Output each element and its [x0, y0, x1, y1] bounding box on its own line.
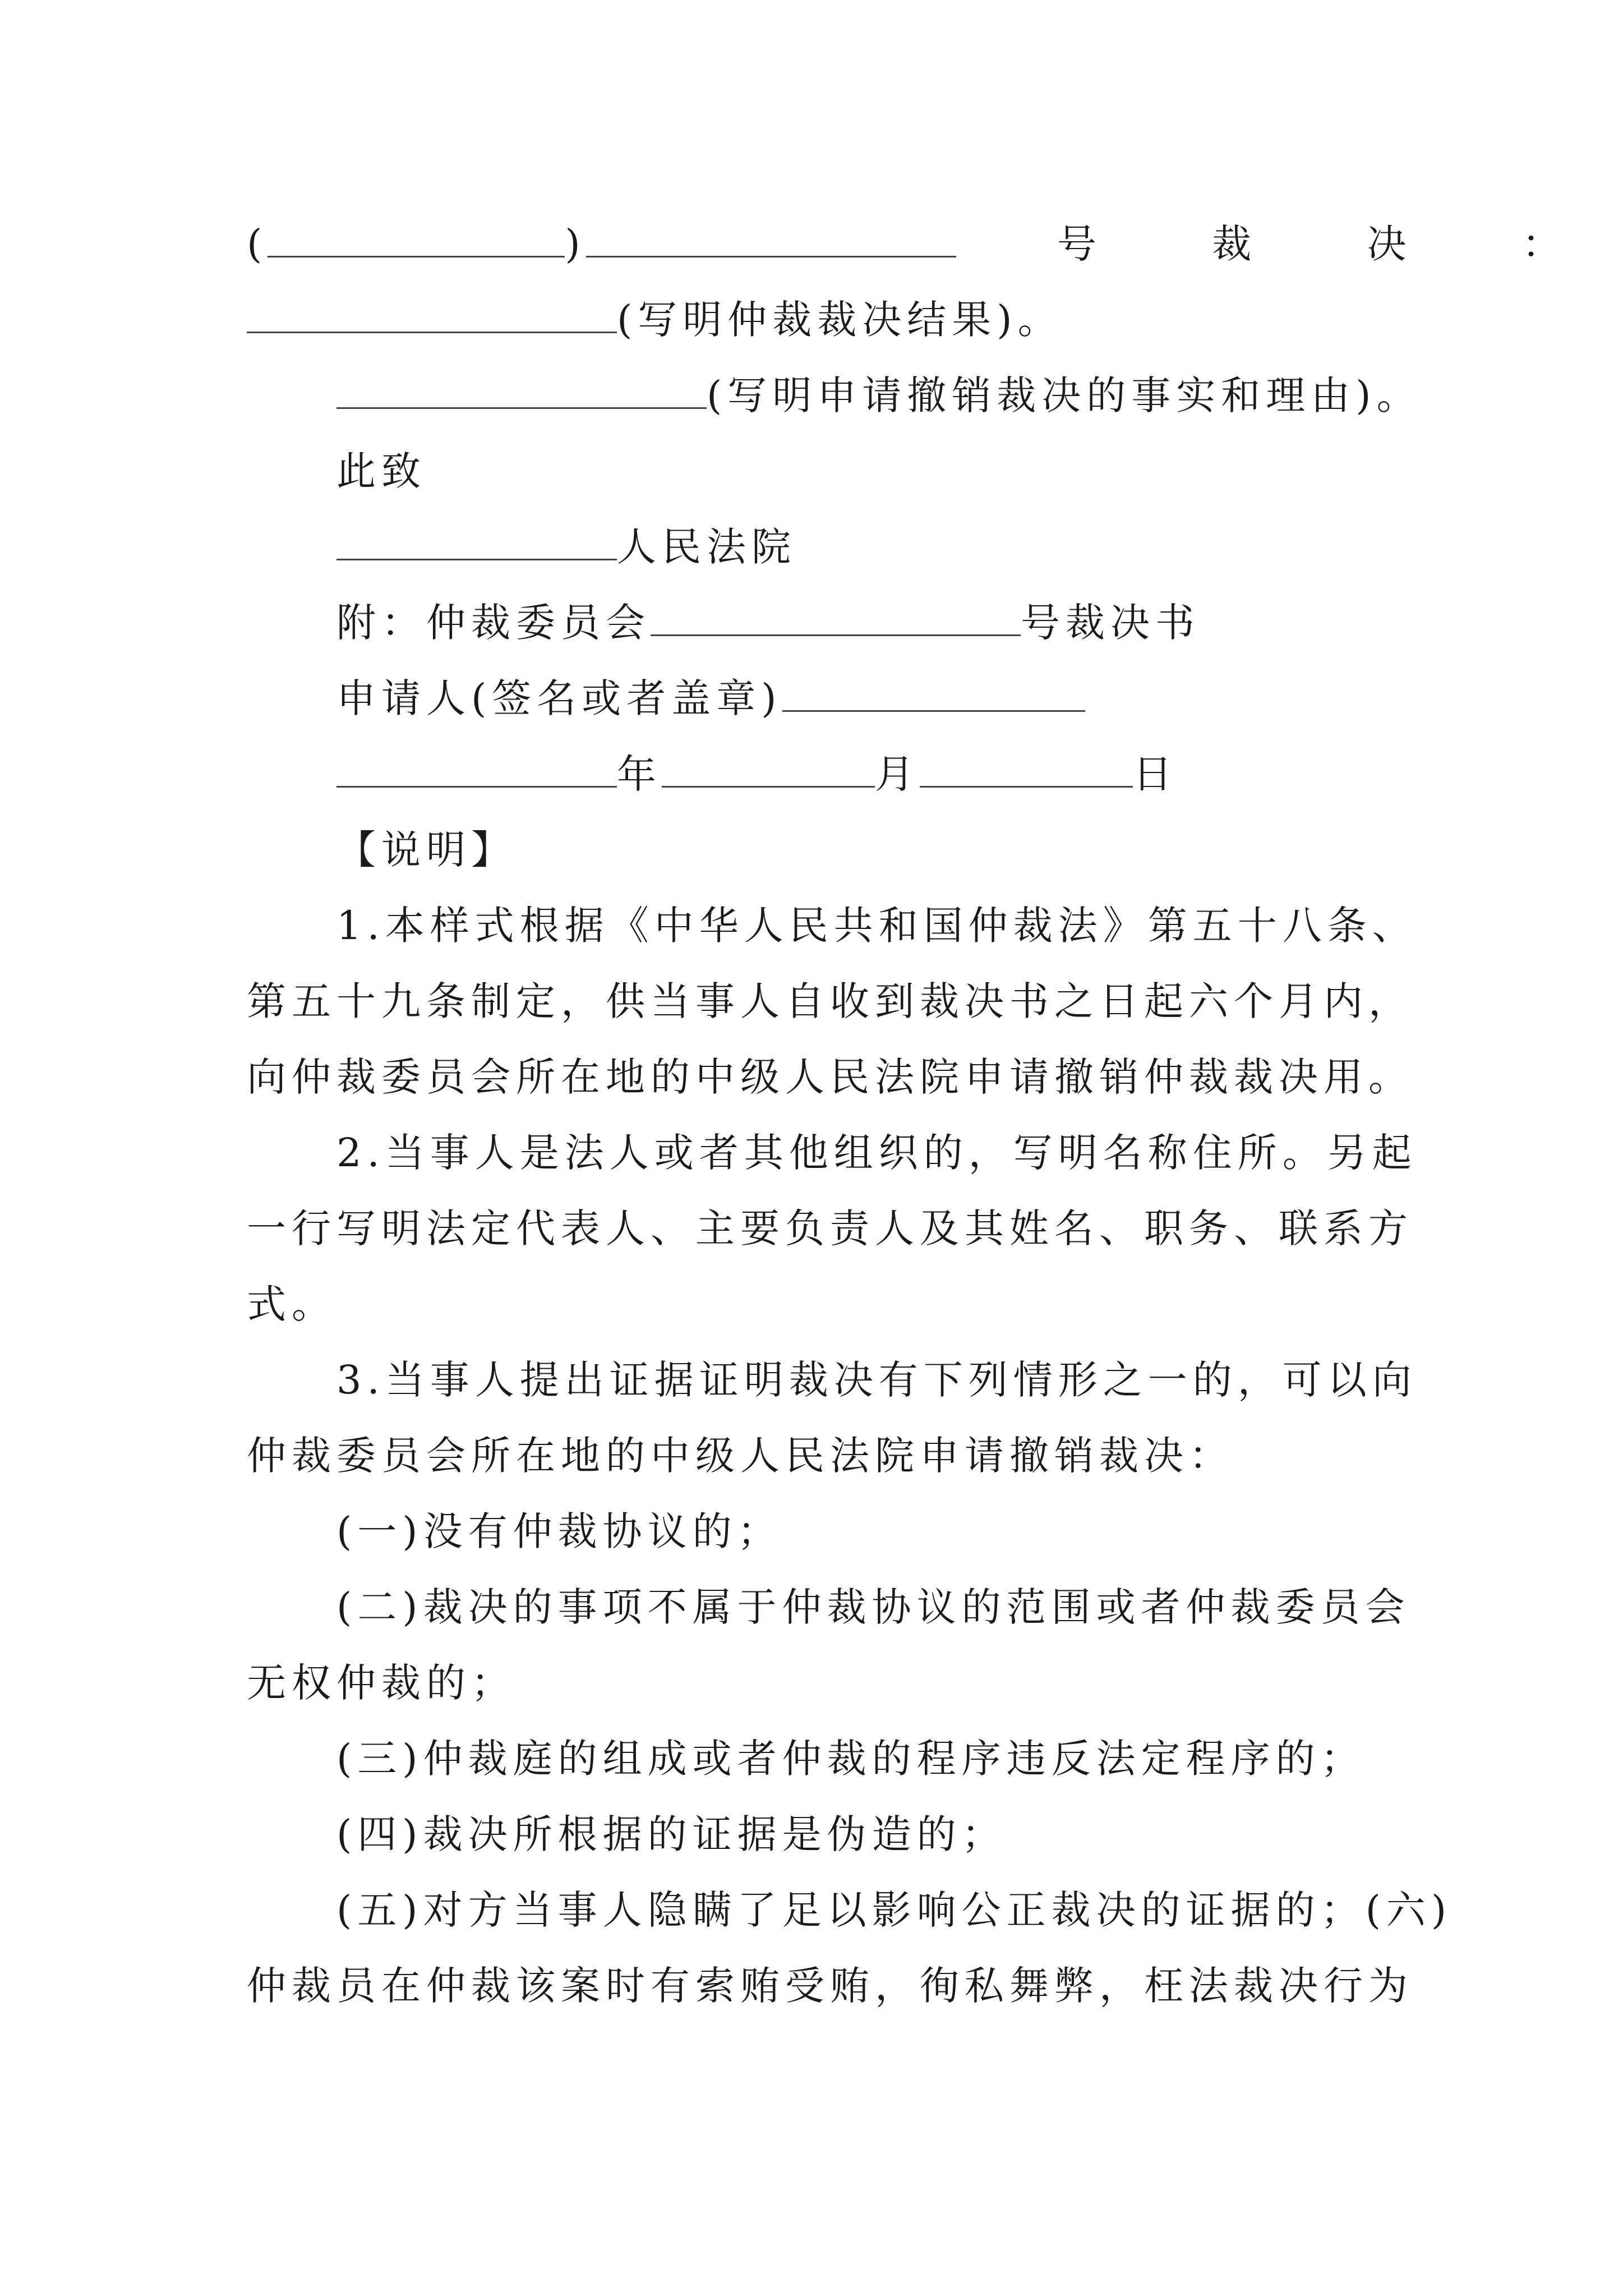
- notes-line: 一行写明法定代表人、主要负责人及其姓名、职务、联系方: [247, 1205, 1413, 1251]
- salutation: 此致: [336, 448, 426, 494]
- notes-line: (四)裁决所根据的证据是伪造的；: [336, 1811, 1007, 1857]
- notes-line: 2.当事人是法人或者其他组织的，写明名称住所。另起: [336, 1130, 1417, 1176]
- year-label: 年: [617, 751, 662, 797]
- applicant-line: [336, 670, 1085, 726]
- year-blank[interactable]: [336, 747, 617, 788]
- month-blank[interactable]: [662, 747, 875, 788]
- open-paren: (: [247, 221, 268, 267]
- year-blank[interactable]: [268, 217, 565, 257]
- applicant-signature-blank[interactable]: [782, 671, 1085, 712]
- notes-line: 无权仲裁的；: [247, 1660, 516, 1706]
- ruling-suffix: 号 裁 决 ：: [1057, 221, 1613, 267]
- notes-line: 仲裁委员会所在地的中级人民法院申请撤销裁决：: [247, 1433, 1234, 1479]
- notes-line: 向仲裁委员会所在地的中级人民法院申请撤销仲裁裁决用。: [247, 1054, 1413, 1100]
- notes-line: (二)裁决的事项不属于仲裁协议的范围或者仲裁委员会: [336, 1584, 1410, 1630]
- notes-line: (五)对方当事人隐瞒了足以影响公正裁决的证据的；(六): [336, 1887, 1453, 1933]
- month-label: 月: [875, 751, 920, 797]
- notes-line: 第五十九条制定，供当事人自收到裁决书之日起六个月内，: [247, 978, 1413, 1024]
- day-blank[interactable]: [920, 747, 1133, 788]
- applicant-label: 申请人(签名或者盖章): [336, 675, 782, 721]
- ruling-result-line: [247, 292, 1063, 348]
- court-suffix: 人民法院: [617, 524, 796, 570]
- date-line: [336, 746, 1178, 802]
- ruling-result-hint: (写明仲裁裁决结果)。: [617, 297, 1063, 343]
- notes-line: 仲裁员在仲裁该案时有索贿受贿，徇私舞弊，枉法裁决行为: [247, 1963, 1413, 2009]
- attachment-prefix: 附：仲裁委员会: [336, 600, 651, 646]
- notes-line: (三)仲裁庭的组成或者仲裁的程序违反法定程序的；: [336, 1736, 1366, 1782]
- facts-reasons-hint: (写明申请撤销裁决的事实和理由)。: [707, 372, 1422, 418]
- notes-heading: 【说明】: [336, 827, 516, 873]
- attachment-number-blank[interactable]: [651, 595, 1021, 636]
- day-label: 日: [1133, 751, 1178, 797]
- notes-line: (一)没有仲裁协议的；: [336, 1508, 782, 1554]
- notes-line: 3.当事人提出证据证明裁决有下列情形之一的，可以向: [336, 1357, 1417, 1403]
- attachment-line: [336, 595, 1200, 651]
- ruling-number-line: [247, 216, 956, 272]
- number-blank[interactable]: [586, 217, 956, 257]
- close-paren: ): [565, 221, 586, 267]
- court-blank[interactable]: [336, 519, 617, 560]
- notes-line: 1.本样式根据《中华人民共和国仲裁法》第五十八条、: [336, 903, 1417, 949]
- facts-reasons-line: [336, 367, 1422, 424]
- ruling-result-blank[interactable]: [247, 292, 617, 333]
- facts-reasons-blank[interactable]: [336, 368, 707, 409]
- attachment-suffix: 号裁决书: [1021, 600, 1200, 646]
- court-line: [336, 519, 796, 575]
- notes-line: 式。: [247, 1281, 336, 1327]
